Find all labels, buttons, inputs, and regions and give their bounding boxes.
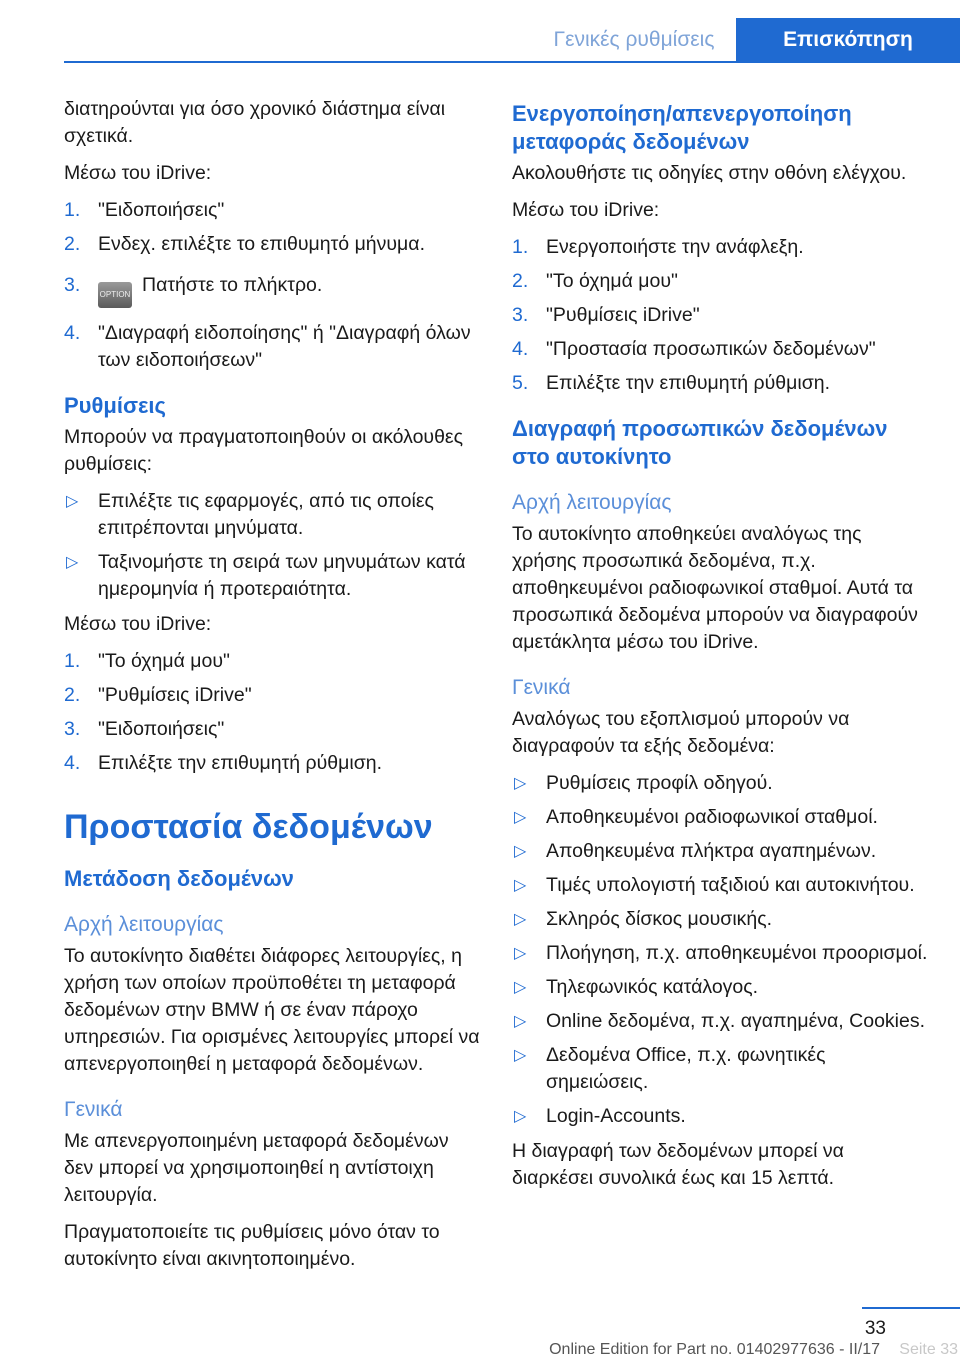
transfer-steps (512, 234, 928, 397)
list-item: ▷ Αποθηκευμένα πλήκτρα αγαπημένων. (512, 838, 928, 865)
list-item: ▷ Τιμές υπολογιστή ταξιδιού και αυτοκινήτου. (512, 872, 928, 899)
tab-overview[interactable]: Επισκόπηση (736, 18, 960, 62)
edition-footer: Online Edition for Part no. 01402977636 - II/17 (549, 1341, 880, 1358)
principle-text: Το αυτοκίνητο διαθέτει διάφορες λειτουργίες, η χρήση των οποίων προϋποθέτει τη μεταφορά δεδομένων στην BMW ή σε έναν πάροχο υπηρεσιών. Για ορισμένες λειτουργίες μπορεί να απενεργοποιηθεί η μεταφορά δεδομένων. (64, 945, 480, 1075)
via-idrive-label: Μέσω του iDrive: (64, 613, 212, 635)
settings-text: Μπορούν να πραγματοποιηθούν οι ακόλουθες ρυθμίσεις: (64, 426, 464, 475)
list-item: 1. "Ειδοποιήσεις" (64, 199, 225, 221)
via-idrive-label: Μέσω του iDrive: (64, 162, 212, 184)
section-title: Προστασία δεδομένων (64, 808, 433, 846)
general-heading: Γενικά (512, 676, 571, 699)
triangle-bullet-icon: ▷ (66, 493, 79, 510)
list-item: ▷ Τηλεφωνικός κατάλογος. (512, 974, 928, 1001)
list-item: 3. "Ειδοποιήσεις" (64, 718, 225, 740)
triangle-bullet-icon: ▷ (514, 843, 527, 860)
list-item: ▷ Δεδομένα Office, π.χ. φωνητικές σημειώσεις. (514, 1044, 826, 1093)
transfer-heading: Μετάδοση δεδομένων (64, 866, 294, 891)
triangle-bullet-icon: ▷ (514, 945, 527, 962)
general-heading: Γενικά (64, 1098, 123, 1121)
principle-heading: Αρχή λειτουργίας (512, 491, 672, 514)
list-item: 3. "Ρυθμίσεις iDrive" (512, 304, 700, 326)
list-item: ▷ Πλοήγηση, π.χ. αποθηκευμένοι προορισμοί. (512, 940, 928, 967)
general-text: Αναλόγως του εξοπλισμού μπορούν να διαγραφούν τα εξής δεδομένα: (512, 708, 850, 757)
list-item: 1. Ενεργοποιήστε την ανάφλεξη. (512, 236, 804, 258)
list-item: ▷ Ρυθμίσεις προφίλ οδηγού. (512, 770, 928, 797)
via-idrive-label: Μέσω του iDrive: (512, 199, 660, 221)
page-header (0, 0, 960, 62)
deletable-data-bullets (512, 770, 928, 1130)
list-item: ▷ Ταξινομήστε τη σειρά των μηνυμάτων κατά ημερομηνία ή προτεραιότητα. (66, 551, 466, 600)
triangle-bullet-icon: ▷ (514, 979, 527, 996)
notification-steps (64, 197, 482, 374)
list-item: ▷ Login-Accounts. (512, 1103, 928, 1130)
left-column (64, 96, 482, 1283)
principle-text: Το αυτοκίνητο αποθηκεύει αναλόγως της χρήσης προσωπικά δεδομένα, π.χ. αποθηκευμένοι ραδιοφωνικοί σταθμοί. Αυτά τα προσωπικά δεδομένα μπορούν να διαγραφούν αμετάκλητα μέσω του iDrive. (512, 523, 918, 653)
list-item: 4. Επιλέξτε την επιθυμητή ρύθμιση. (64, 752, 382, 774)
general-text: Με απενεργοποιημένη μεταφορά δεδομένων δεν μπορεί να χρησιμοποιηθεί η αντίστοιχη λειτουργία. (64, 1130, 449, 1206)
list-item: ▷ Αποθηκευμένοι ραδιοφωνικοί σταθμοί. (512, 804, 928, 831)
tab-general-settings[interactable]: Γενικές ρυθμίσεις (553, 28, 715, 51)
closing-text: Η διαγραφή των δεδομένων μπορεί να διαρκέσει συνολικά έως και 15 λεπτά. (512, 1140, 844, 1189)
toggle-transfer-heading: Ενεργοποίηση/απενεργοποίηση μεταφοράς δεδομένων (512, 101, 852, 154)
triangle-bullet-icon: ▷ (514, 1108, 527, 1125)
list-item: 2. Ενδεχ. επιλέξτε το επιθυμητό μήνυμα. (64, 233, 425, 255)
settings-bullets (64, 488, 482, 603)
general-text: Πραγματοποιείτε τις ρυθμίσεις μόνο όταν το αυτοκίνητο είναι ακινητοποιημένο. (64, 1221, 440, 1270)
watermark: Seite 33 (899, 1341, 958, 1358)
header-rule (64, 61, 960, 63)
option-button-icon: OPTION (98, 282, 132, 308)
list-item: 5. Επιλέξτε την επιθυμητή ρύθμιση. (512, 372, 830, 394)
toggle-text: Ακολουθήστε τις οδηγίες στην οθόνη ελέγχου. (512, 162, 907, 184)
list-item: 2. "Το όχημά μου" (512, 270, 678, 292)
list-item: 3. OPTION Πατήστε το πλήκτρο. (64, 272, 482, 308)
list-item: 4. "Διαγραφή ειδοποίησης" ή "Διαγραφή όλων των ειδοποιήσεων" (64, 322, 471, 371)
list-item: ▷ Επιλέξτε τις εφαρμογές, από τις οποίες επιτρέπονται μηνύματα. (66, 490, 434, 539)
list-item: ▷ Online δεδομένα, π.χ. αγαπημένα, Cookies. (512, 1008, 928, 1035)
footer-rule (862, 1307, 960, 1309)
intro-text: διατηρούνται για όσο χρονικό διάστημα είναι σχετικά. (64, 98, 446, 147)
triangle-bullet-icon: ▷ (514, 877, 527, 894)
triangle-bullet-icon: ▷ (514, 809, 527, 826)
list-item: 2. "Ρυθμίσεις iDrive" (64, 684, 252, 706)
triangle-bullet-icon: ▷ (514, 1013, 527, 1030)
principle-heading: Αρχή λειτουργίας (64, 913, 224, 936)
settings-steps (64, 648, 482, 777)
delete-data-heading: Διαγραφή προσωπικών δεδομένων στο αυτοκίνητο (512, 416, 888, 469)
list-item: ▷ Σκληρός δίσκος μουσικής. (512, 906, 928, 933)
list-item: 4. "Προστασία προσωπικών δεδομένων" (512, 338, 876, 360)
list-item: 1. "Το όχημά μου" (64, 650, 230, 672)
triangle-bullet-icon: ▷ (514, 911, 527, 928)
triangle-bullet-icon: ▷ (514, 1047, 527, 1064)
page-number: 33 (864, 1318, 886, 1339)
triangle-bullet-icon: ▷ (514, 775, 527, 792)
right-column (512, 96, 928, 1202)
settings-heading: Ρυθμίσεις (64, 393, 166, 418)
triangle-bullet-icon: ▷ (66, 554, 79, 571)
